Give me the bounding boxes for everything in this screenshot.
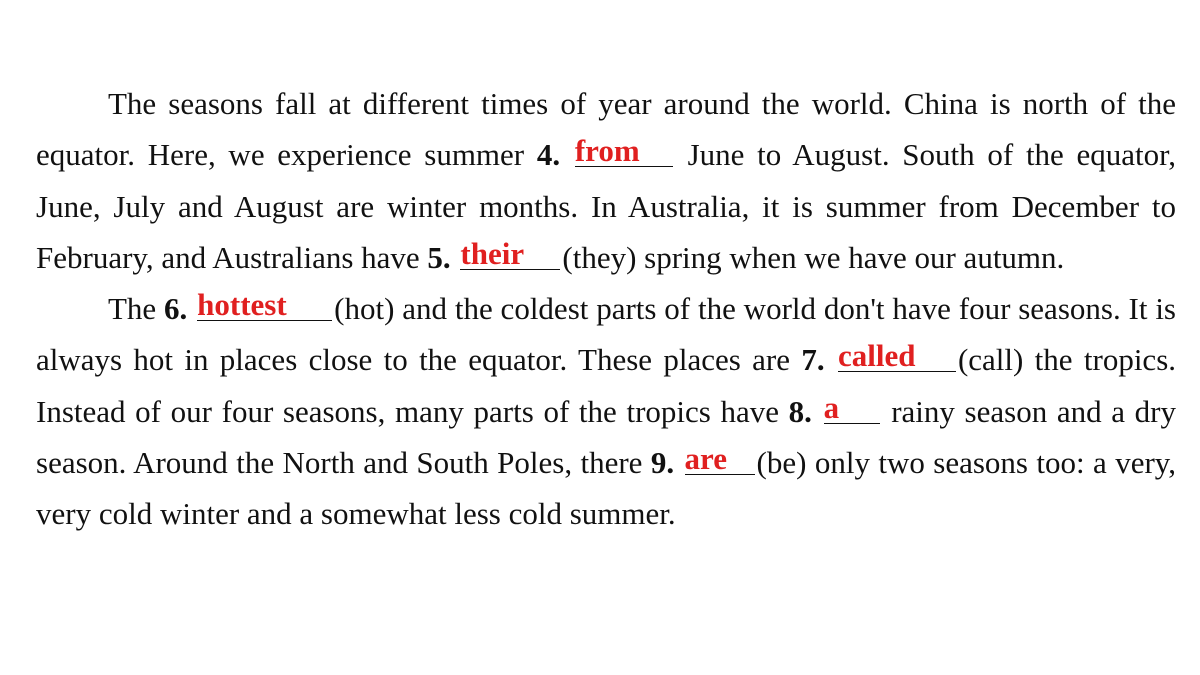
question-number-8: 8.	[788, 393, 812, 429]
answer-9: are	[684, 441, 727, 477]
question-number-6: 6.	[164, 291, 188, 327]
answer-blank-8	[823, 389, 880, 425]
passage-text: The seasons fall at different times of year around the world. China is north of the equator. Here, we experience summer	[36, 86, 1176, 173]
answer-blank-6	[197, 287, 332, 323]
answer-blank-7	[837, 338, 956, 374]
answer-blank-9	[684, 441, 755, 477]
passage-text: (hot) and the coldest parts of the world don't have four seasons. It is always hot in places close to the equator. These places are	[36, 291, 1176, 378]
passage	[36, 78, 1176, 540]
question-number-7: 7.	[801, 342, 825, 378]
passage-text: June to August. South of the equator, June, July and August are winter months. In Australia, it is summer from December to February, and Australians have	[36, 137, 1177, 275]
question-number-9: 9.	[650, 445, 675, 481]
answer-4: from	[574, 133, 640, 169]
paragraph-1	[36, 78, 1176, 283]
paragraph-2	[36, 283, 1176, 539]
answer-5: their	[460, 235, 525, 271]
passage-text: rainy season and a dry season. Around the North and South Poles, there	[36, 393, 1176, 481]
answer-8: a	[823, 389, 840, 425]
answer-6: hottest	[197, 287, 287, 323]
passage-text: (they) spring when we have our autumn.	[562, 239, 1065, 275]
question-number-4: 4.	[536, 137, 561, 173]
question-number-5: 5.	[427, 239, 451, 275]
answer-7: called	[837, 338, 916, 374]
answer-blank-4	[574, 133, 673, 169]
answer-blank-5	[460, 235, 560, 271]
passage-text: (call) the tropics. Instead of our four seasons, many parts of the tropics have	[36, 342, 1177, 429]
passage-text: (be) only two seasons too: a very, very cold winter and a somewhat less cold summer.	[36, 445, 1177, 532]
passage-text: The	[108, 291, 165, 327]
